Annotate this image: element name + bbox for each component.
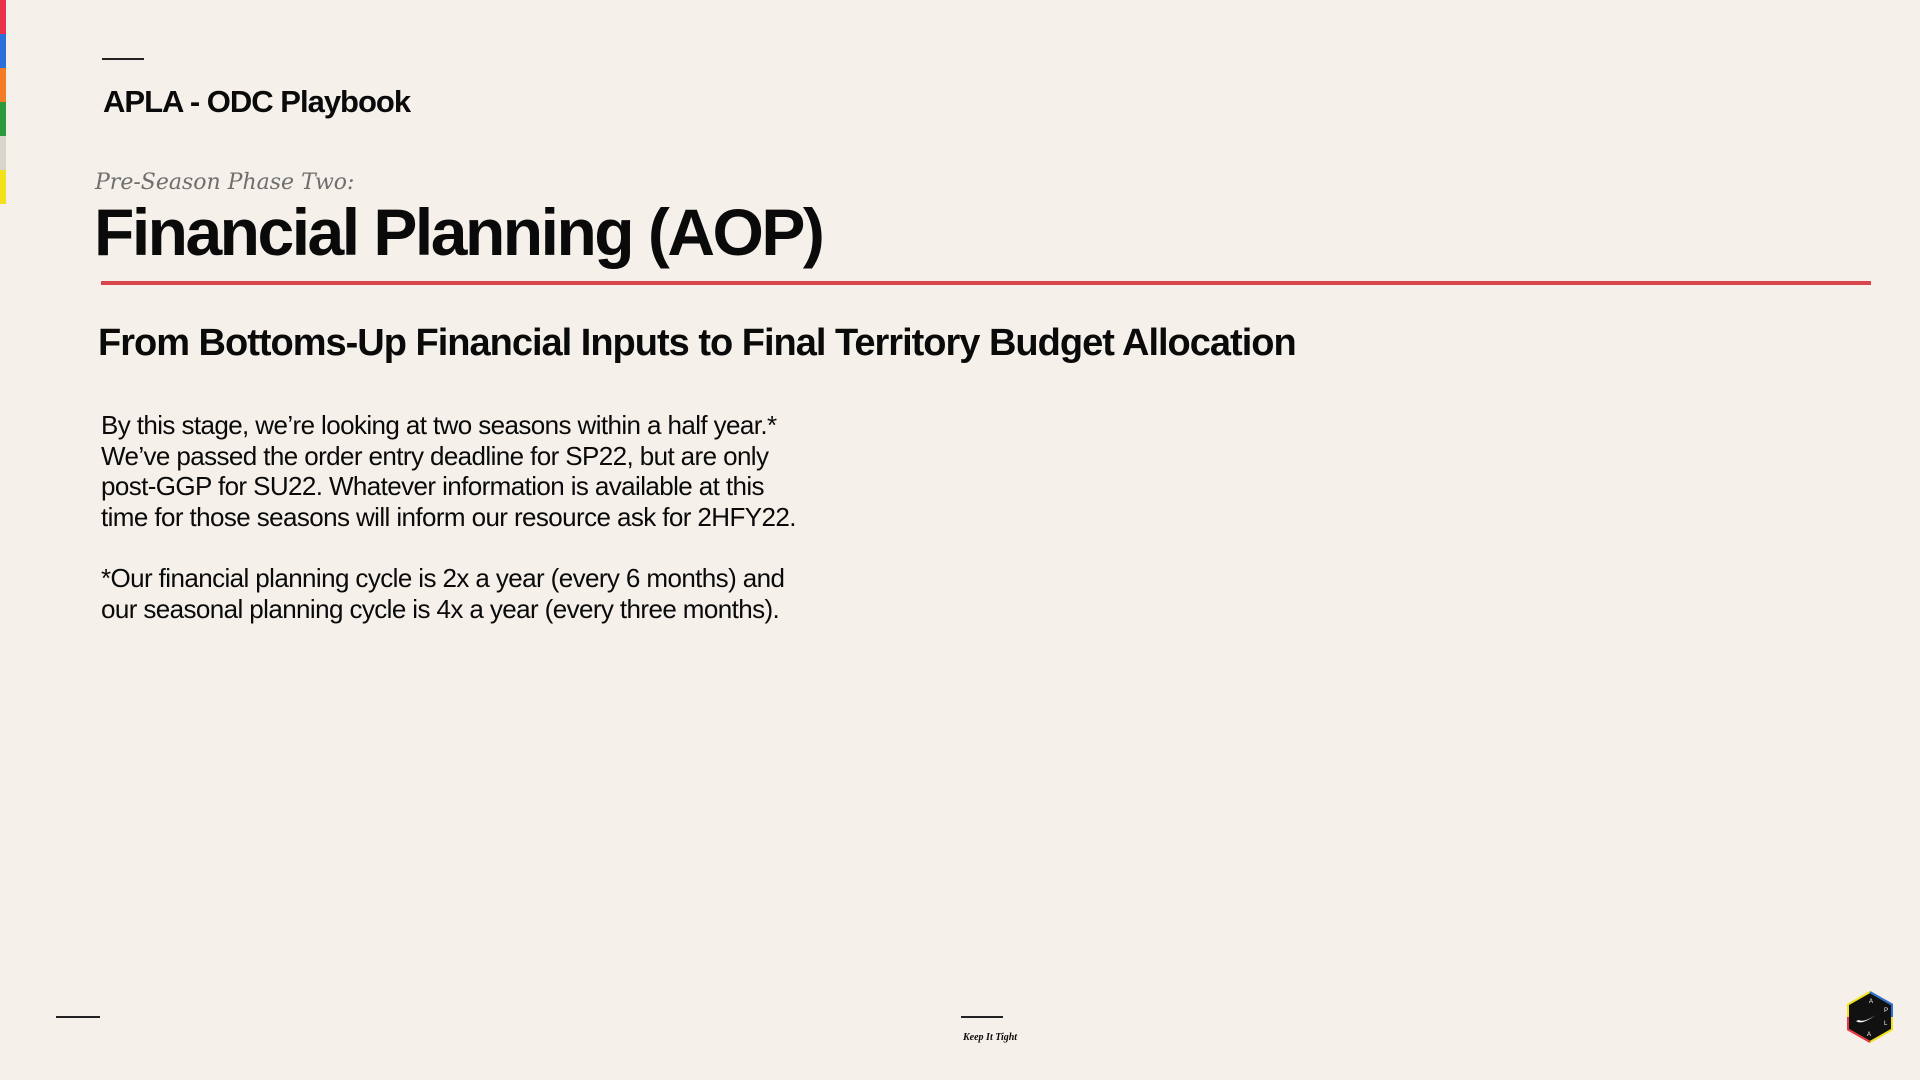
header-rule [102,58,144,60]
logo-letter: A [1867,1032,1872,1038]
paragraph-line: By this stage, we’re looking at two seasons within a half year.* [101,410,777,440]
color-strip-segment-green [0,102,6,136]
section-subtitle: From Bottoms-Up Financial Inputs to Final Territory Budget Allocation [98,322,1296,364]
footer-rule-center [961,1016,1003,1018]
footer-rule-left [56,1016,100,1018]
color-strip-segment-orange [0,68,6,102]
body-text [101,410,861,624]
doc-title: APLA - ODC Playbook [103,84,411,119]
paragraph-line: We’ve passed the order entry deadline for SP22, but are only [101,440,769,471]
footer-tagline: Keep It Tight [963,1032,1018,1043]
paragraph-line: our seasonal planning cycle is 4x a year (every three months). [101,593,780,624]
paragraph-line: post-GGP for SU22. Whatever information is available at this [101,471,764,502]
color-strip-segment-red [0,0,6,34]
brand-color-strip [0,0,6,204]
color-strip-segment-beige [0,136,6,170]
paragraph-line: time for those seasons will inform our resource ask for 2HFY22. [101,501,796,532]
logo-letter: P [1884,1008,1889,1014]
logo-letter: A [1869,999,1874,1005]
paragraph-line: *Our financial planning cycle is 2x a year (every 6 months) and [101,562,785,593]
apla-hexagon-logo-icon [1846,991,1894,1043]
logo-letter: L [1884,1021,1888,1027]
phase-label: Pre-Season Phase Two: [95,170,355,195]
color-strip-segment-yellow [0,170,6,204]
title-accent-rule [101,281,1871,285]
paragraph-footnote [101,563,861,624]
color-strip-segment-blue [0,34,6,68]
paragraph-stage-description [101,410,861,532]
page-title: Financial Planning (AOP) [94,195,823,269]
